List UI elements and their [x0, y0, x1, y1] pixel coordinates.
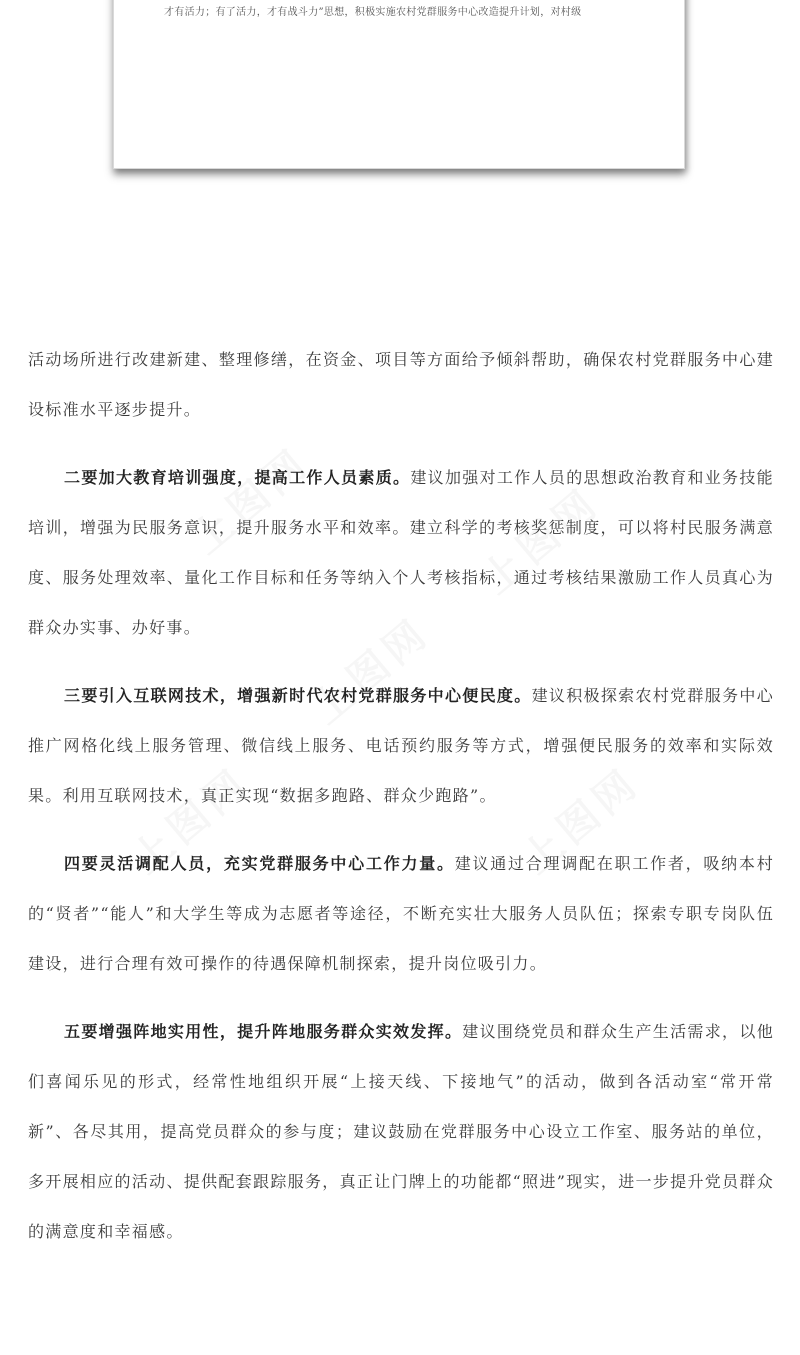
document-preview-card	[113, 0, 685, 169]
paragraph-body: 建议通过合理调配在职工作者，吸纳本村的“贤者”“能人”和大学生等成为志愿者等途径，不断充实壮大服务人员队伍；探索专职专岗队伍建设，进行合理有效可操作的待遇保障机制探索，提升岗位吸引力。	[28, 854, 774, 973]
paragraph-lead: 三要引入互联网技术，增强新时代农村党群服务中心便民度。	[64, 686, 532, 705]
article-body	[28, 335, 774, 1275]
paragraph-point-2	[28, 453, 774, 653]
preview-text-line: 才有活力；有了活力，才有战斗力”思想，积极实施农村党群服务中心改造提升计划，对村级	[164, 7, 582, 18]
paragraph-point-5	[28, 1007, 774, 1257]
paragraph-continuation	[28, 335, 774, 435]
paragraph-body: 活动场所进行改建新建、整理修缮，在资金、项目等方面给予倾斜帮助，确保农村党群服务中心建设标准水平逐步提升。	[28, 350, 774, 419]
paragraph-lead: 二要加大教育培训强度，提高工作人员素质。	[64, 468, 411, 487]
paragraph-body: 建议积极探索农村党群服务中心推广网格化线上服务管理、微信线上服务、电话预约服务等方式，增强便民服务的效率和实际效果。利用互联网技术，真正实现“数据多跑路、群众少跑路”。	[28, 686, 775, 805]
paragraph-lead: 五要增强阵地实用性，提升阵地服务群众实效发挥。	[64, 1022, 463, 1041]
paragraph-point-4	[28, 839, 774, 989]
paragraph-lead: 四要灵活调配人员，充实党群服务中心工作力量。	[64, 854, 455, 873]
paragraph-body: 建议围绕党员和群众生产生活需求，以他们喜闻乐见的形式，经常性地组织开展“上接天线、下接地气”的活动，做到各活动室“常开常新”、各尽其用，提高党员群众的参与度；建议鼓励在党群服务中心设立工作室、服务站的单位，多开展相应的活动、提供配套跟踪服务，真正让门牌上的功能都“照进”现实，进一步提升党员群众的满意度和幸福感。	[28, 1022, 774, 1241]
paragraph-point-3	[28, 671, 774, 821]
paragraph-body: 建议加强对工作人员的思想政治教育和业务技能培训，增强为民服务意识，提升服务水平和效率。建立科学的考核奖惩制度，可以将村民服务满意度、服务处理效率、量化工作目标和任务等纳入个人考核指标，通过考核结果激励工作人员真心为群众办实事、办好事。	[28, 468, 774, 637]
